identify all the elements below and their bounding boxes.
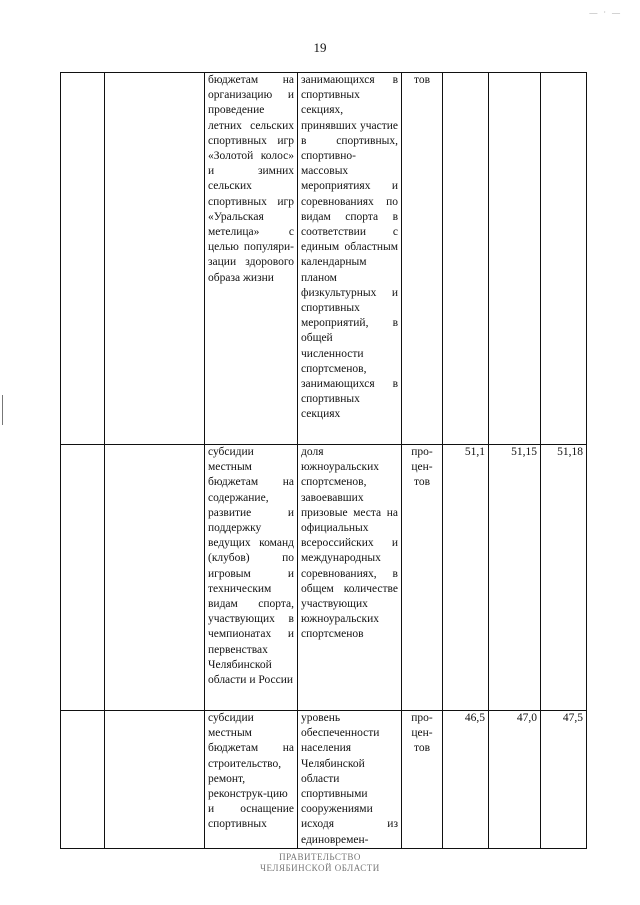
page-number: 19 xyxy=(313,40,327,55)
task-cell xyxy=(105,445,205,711)
unit-cell: тов xyxy=(402,73,443,445)
edge-mark: — · — xyxy=(589,8,622,17)
indicator-cell: уровень обеспеченности населения Челябинской области спортивными сооружениями исходя из единовремен- xyxy=(298,711,402,849)
activity-cell: субсидии местным бюджетам на строительство, ремонт, реконструк-цию и оснащение спортивных xyxy=(205,711,298,849)
value-cell: 51,15 xyxy=(489,445,541,711)
value-cell: 51,18 xyxy=(541,445,587,711)
indicator-cell: занимающихся в спортивных секциях, принявших участие в спортивных, спортивно-массовых мероприятиях и соревнованиях по видам спорта в соответствии с единым областным календарным планом физкультурных и спортивных мероприятий, в общей численности спортсменов, занимающихся в спортивных секциях xyxy=(298,73,402,445)
seal-stamp xyxy=(0,852,640,874)
table-row xyxy=(61,445,587,711)
task-cell xyxy=(105,73,205,445)
number-cell xyxy=(61,445,105,711)
value-cell: 47,0 xyxy=(489,711,541,849)
unit-cell: про-цен-тов xyxy=(402,445,443,711)
margin-mark xyxy=(2,395,3,425)
value-cell xyxy=(443,73,489,445)
activity-cell: бюджетам на организацию и проведение летних сельских спортивных игр «Золотой колос» и зимних сельских спортивных игр «Уральская метелица» с целью популяри-зации здорового образа жизни xyxy=(205,73,298,445)
value-cell xyxy=(489,73,541,445)
value-cell: 46,5 xyxy=(443,711,489,849)
number-cell xyxy=(61,73,105,445)
table-row xyxy=(61,711,587,849)
value-cell xyxy=(541,73,587,445)
indicator-cell: доля южноуральских спортсменов, завоевавших призовые места на официальных всероссийских и международных соревнованиях, в общем количестве участвующих южноуральских спортсменов xyxy=(298,445,402,711)
seal-line: ЧЕЛЯБИНСКОЙ ОБЛАСТИ xyxy=(260,863,380,873)
task-cell xyxy=(105,711,205,849)
value-cell: 47,5 xyxy=(541,711,587,849)
number-cell xyxy=(61,711,105,849)
table-row xyxy=(61,73,587,445)
activity-cell: субсидии местным бюджетам на содержание, развитие и поддержку ведущих команд (клубов) по игровым и техническим видам спорта, участвующих в чемпионатах и первенствах Челябинской области и России xyxy=(205,445,298,711)
program-table xyxy=(60,72,587,849)
seal-line: ПРАВИТЕЛЬСТВО xyxy=(279,852,361,862)
value-cell: 51,1 xyxy=(443,445,489,711)
unit-cell: про-цен-тов xyxy=(402,711,443,849)
